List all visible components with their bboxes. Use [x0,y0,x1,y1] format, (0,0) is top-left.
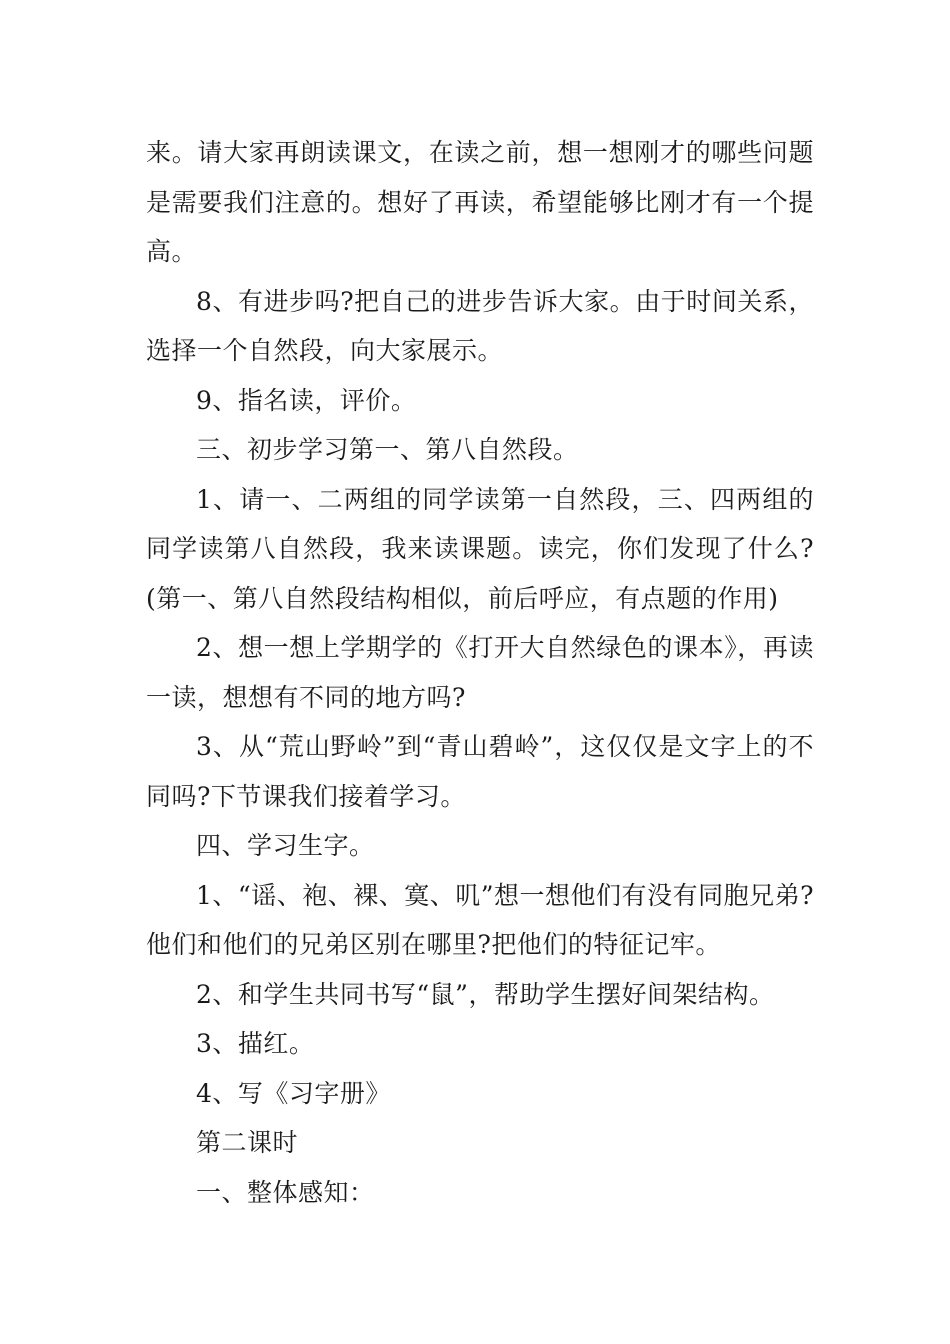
document-body [146,128,814,1217]
section-heading-1: 一、整体感知： [196,1177,375,1207]
lesson-heading: 第二课时 [196,1128,299,1157]
paragraph-item-3: 3、从“荒山野岭”到“青山碧岭”，这仅仅是文字上的不同吗?下节课我们接着学习。 [146,732,814,811]
paragraph-char-item-4: 4、写《习字册》 [196,1078,391,1108]
paragraph-char-item-1: 1、“谣、袍、裸、寞、叽”想一想他们有没有同胞兄弟?他们和他们的兄弟区别在哪里?把他们的特征记牢。 [146,880,814,959]
paragraph-char-item-2: 2、和学生共同书写“鼠”，帮助学生摆好间架结构。 [196,979,775,1009]
section-heading-4: 四、学习生字。 [196,831,375,860]
paragraph-item-2: 2、想一想上学期学的《打开大自然绿色的课本》，再读一读，想想有不同的地方吗? [146,633,814,712]
paragraph-step-8: 8、有进步吗?把自己的进步告诉大家。由于时间关系，选择一个自然段，向大家展示。 [146,286,814,365]
paragraph-step-9: 9、指名读，评价。 [196,385,417,415]
paragraph-char-item-3: 3、描红。 [196,1029,315,1058]
paragraph-item-1: 1、请一、二两组的同学读第一自然段，三、四两组的同学读第八自然段，我来读课题。读完，你们发现了什么?(第一、第八自然段结构相似，前后呼应，有点题的作用) [146,484,814,613]
paragraph-continuation: 来。请大家再朗读课文，在读之前，想一想刚才的哪些问题是需要我们注意的。想好了再读，希望能够比刚才有一个提高。 [146,138,814,266]
section-heading-3: 三、初步学习第一、第八自然段。 [196,435,579,464]
